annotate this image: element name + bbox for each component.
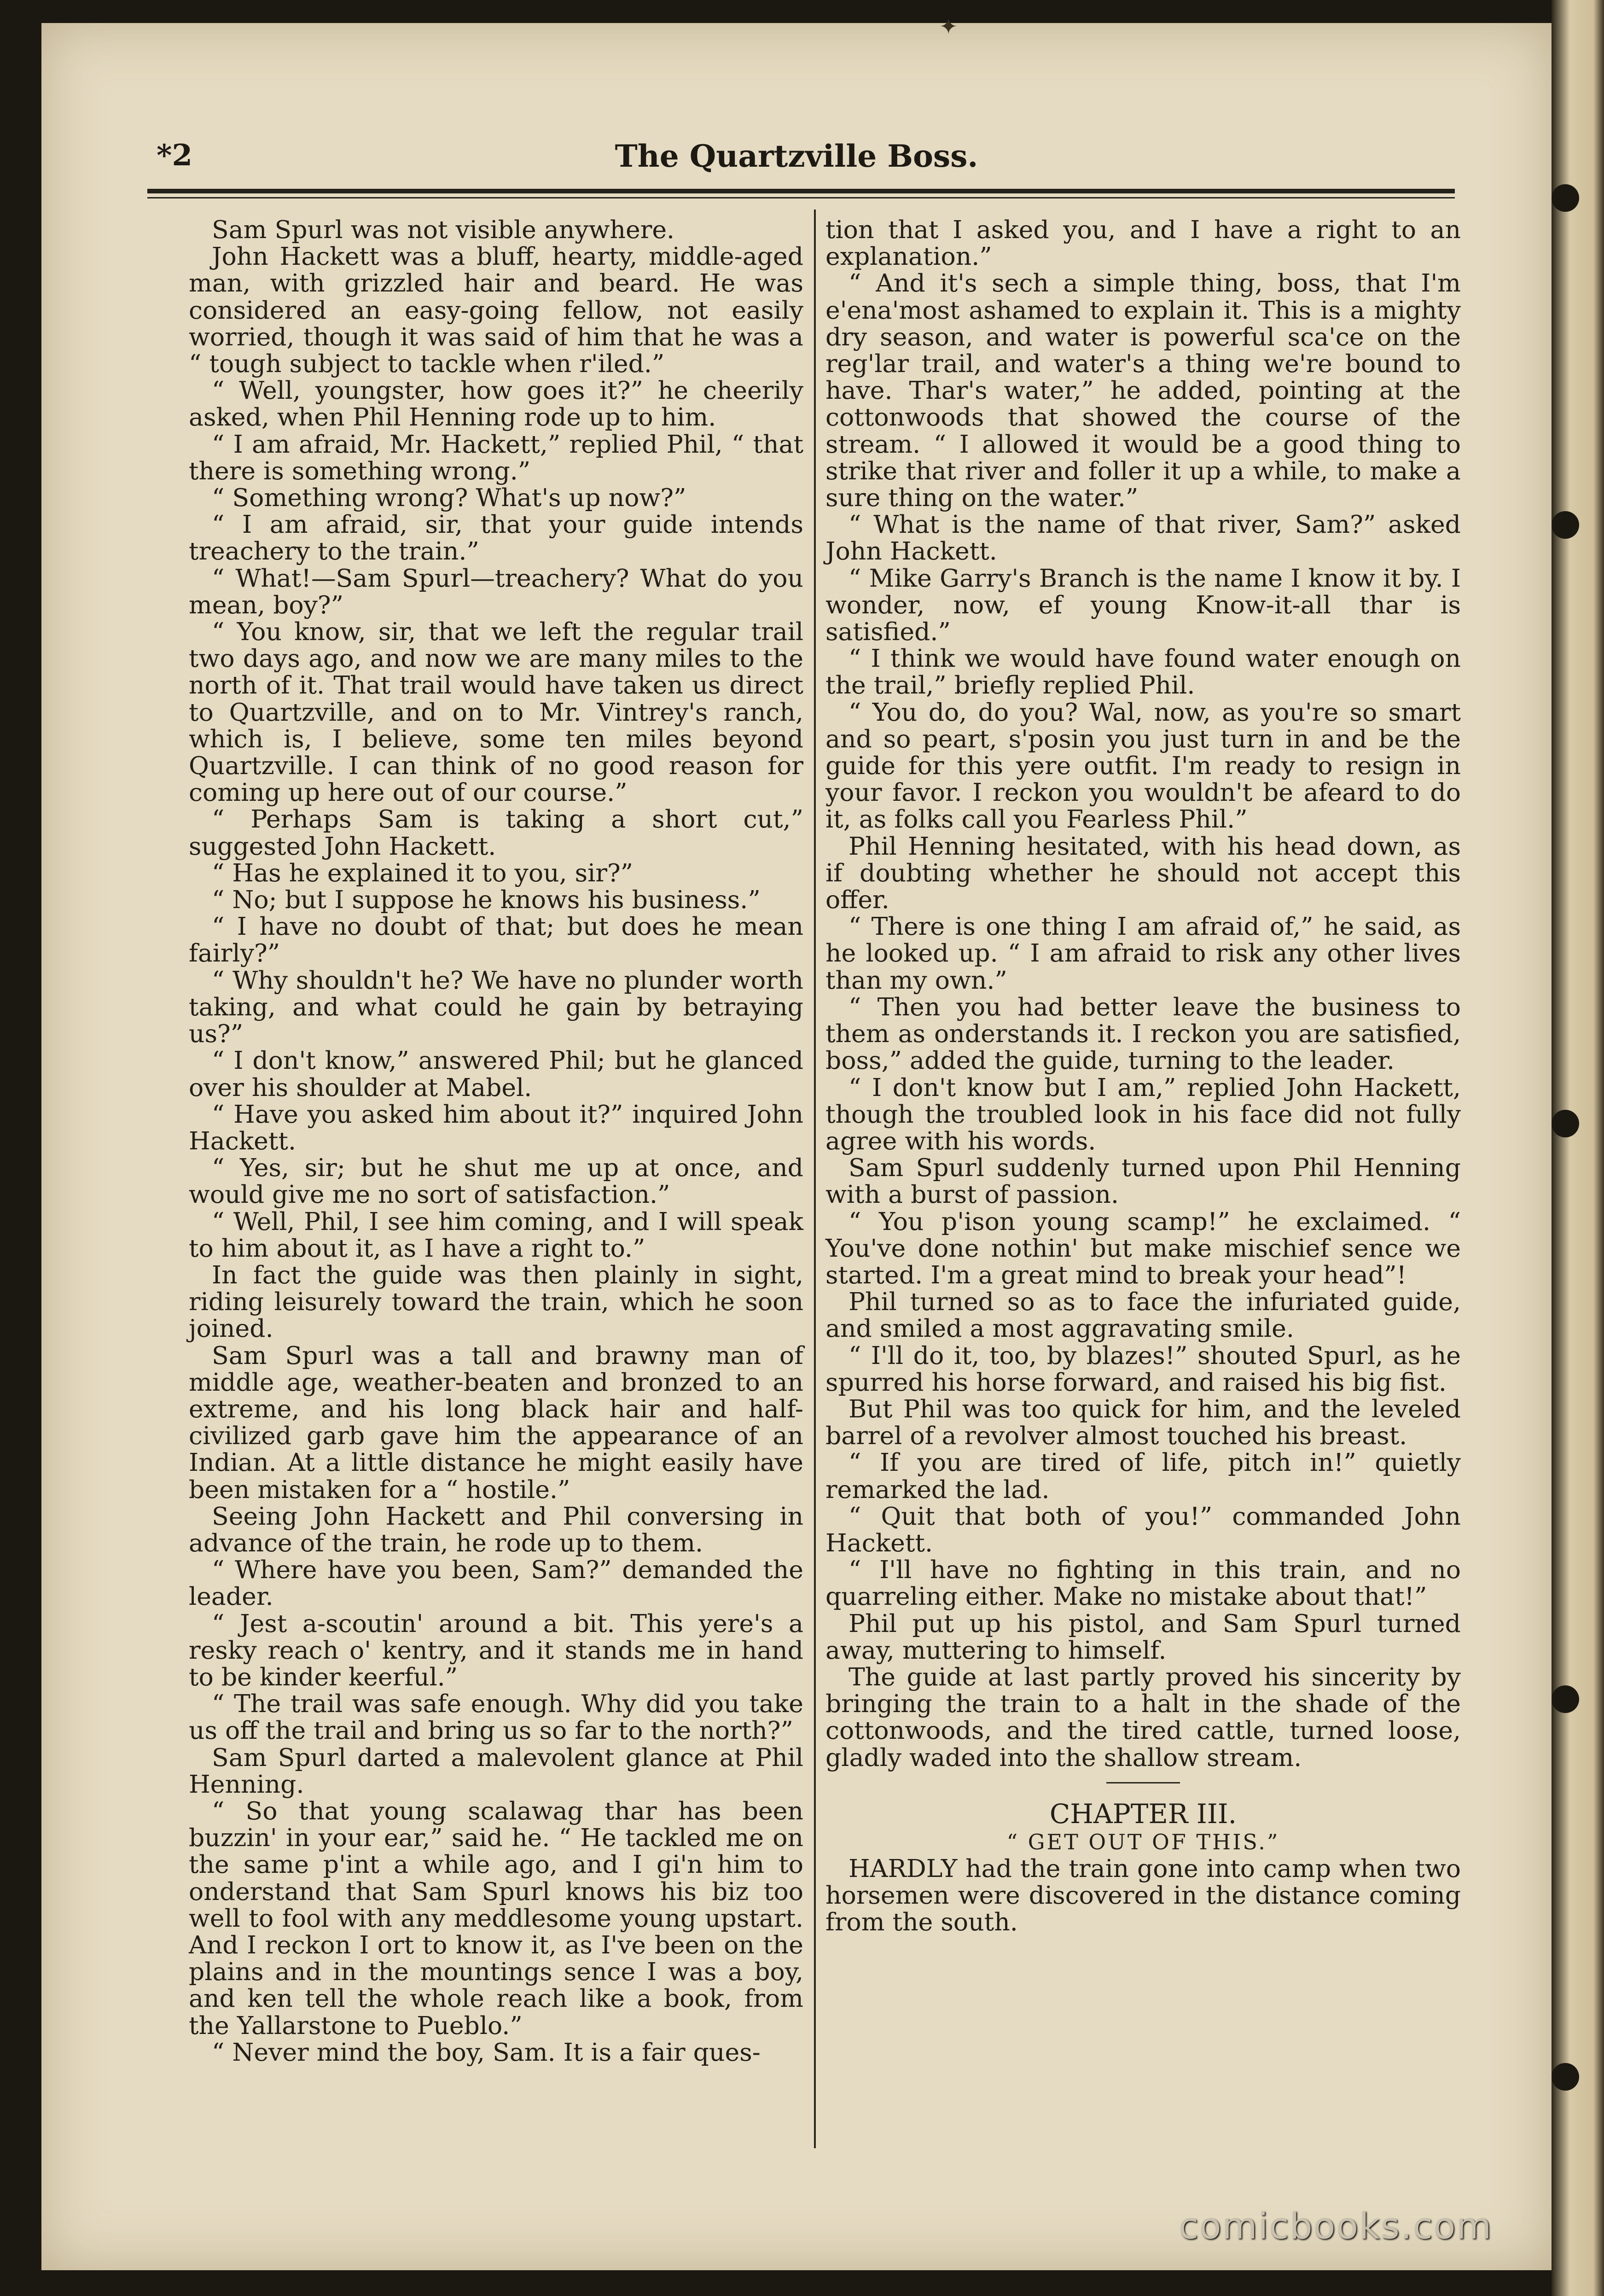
paragraph: “ You do, do you? Wal, now, as you're so smart and so peart, s'posin you just turn in and be the guide for this yere outfit. I'm ready to resign in your favor. I reckon you wouldn't be afeard to do it, as folks call you Fearless Phil.” <box>825 697 1461 834</box>
paragraph: Sam Spurl was a tall and brawny man of middle age, weather-beaten and bronzed to an extreme, and his long black hair and half-civilized garb gave him the appearance of an Indian. At a little distance he might easily have been mistaken for a “ hostile.” <box>189 1340 803 1504</box>
paragraph: “ I don't know but I am,” replied John Hackett, though the troubled look in his face did not fully agree with his words. <box>825 1072 1461 1155</box>
paragraph: “ Why shouldn't he? We have no plunder worth taking, and what could he gain by betraying us?” <box>189 965 803 1049</box>
paragraph: Phil Henning hesitated, with his head down, as if doubting whether he should not accept this offer. <box>825 831 1461 915</box>
paragraph: “ Well, Phil, I see him coming, and I will speak to him about it, as I have a right to.” <box>189 1206 803 1263</box>
paragraph: Sam Spurl was not visible anywhere. <box>212 215 675 244</box>
paragraph: “ Mike Garry's Branch is the name I know it by. I wonder, now, ef young Know-it-all thar is satisfied.” <box>825 563 1461 647</box>
watermark: comicbooks.com <box>1179 2206 1493 2247</box>
paragraph: “ You p'ison young scamp!” he exclaimed. “ You've done nothin' but make mischief sence we started. I'm a great mind to break your head”! <box>825 1206 1461 1289</box>
running-title: The Quartzville Boss. <box>615 138 978 174</box>
chapter-heading: CHAPTER III. <box>1049 1798 1237 1830</box>
paragraph: “ Have you asked him about it?” inquired John Hackett. <box>189 1099 803 1155</box>
paragraph: “ I am afraid, sir, that your guide intends treachery to the train.” <box>189 510 803 566</box>
header-rule <box>147 189 1455 193</box>
paragraph: “ I am afraid, Mr. Hackett,” replied Phil, “ that there is something wrong.” <box>189 429 803 485</box>
paragraph: “ What is the name of that river, Sam?” asked John Hackett. <box>825 510 1461 566</box>
paragraph: “ There is one thing I am afraid of,” he said, as he looked up. “ I am afraid to risk any other lives than my own.” <box>825 912 1461 995</box>
paragraph: “ Where have you been, Sam?” demanded the leader. <box>189 1555 803 1611</box>
paragraph: “ I think we would have found water enough on the trail,” briefly replied Phil. <box>825 644 1461 700</box>
paragraph: “ I'll do it, too, by blazes!” shouted Spurl, as he spurred his horse forward, and raised his big fist. <box>825 1340 1461 1397</box>
paragraph: “ Yes, sir; but he shut me up at once, and would give me no sort of satisfaction.” <box>189 1153 803 1209</box>
paragraph: “ Then you had better leave the business to them as onderstands it. I reckon you are satisfied, boss,” added the guide, turning to the leader. <box>825 992 1461 1075</box>
binding-hole <box>1552 2063 1579 2091</box>
paragraph: Seeing John Hackett and Phil conversing in advance of the train, he rode up to them. <box>189 1501 803 1557</box>
binding-hole <box>1552 1110 1579 1137</box>
paragraph: “ No; but I suppose he knows his business.” <box>212 885 761 915</box>
paragraph: “ Perhaps Sam is taking a short cut,” suggested John Hackett. <box>189 804 803 861</box>
chapter-separator <box>1106 1782 1180 1783</box>
paragraph: “ Never mind the boy, Sam. It is a fair ques- <box>212 2037 761 2067</box>
paragraph: Phil turned so as to face the infuriated guide, and smiled a most aggravating smile. <box>825 1287 1461 1343</box>
paragraph: Sam Spurl suddenly turned upon Phil Henning with a burst of passion. <box>825 1153 1461 1209</box>
paragraph: “ I'll have no fighting in this train, and no quarreling either. Make no mistake about that!” <box>825 1555 1461 1611</box>
binding-hole <box>1552 1685 1579 1713</box>
paragraph: The guide at last partly proved his sincerity by bringing the train to a halt in the shade of the cottonwoods, and the tired cattle, turned loose, gladly waded into the shallow stream. <box>825 1662 1461 1772</box>
paragraph: “ Jest a-scoutin' around a bit. This yere's a resky reach o' kentry, and it stands me in hand to be kinder keerful.” <box>189 1608 803 1691</box>
paragraph: tion that I asked you, and I have a right to an explanation.” <box>825 215 1461 271</box>
right-column <box>825 216 1461 1935</box>
binding-hole <box>1552 511 1579 539</box>
tear-mark-icon: ✦ <box>939 14 958 40</box>
paragraph: “ You know, sir, that we left the regular trail two days ago, and now we are many miles to the north of it. That trail would have taken us direct to Quartzville, and on to Mr. Vintrey's ranch, which is, I believe, some ten miles beyond Quartzville. I can think of no good reason for coming up here out of our course.” <box>189 617 803 807</box>
column-divider <box>814 210 816 2148</box>
left-column <box>189 216 803 2066</box>
paragraph: “ I have no doubt of that; but does he mean fairly?” <box>189 912 803 968</box>
paragraph: “ Well, youngster, how goes it?” he cheerily asked, when Phil Henning rode up to him. <box>189 376 803 432</box>
paragraph: “ Has he explained it to you, sir?” <box>212 858 633 887</box>
paragraph: Phil put up his pistol, and Sam Spurl turned away, muttering to himself. <box>825 1608 1461 1665</box>
paragraph: In fact the guide was then plainly in sight, riding leisurely toward the train, which he soon joined. <box>189 1260 803 1343</box>
header-rule-thin <box>147 197 1455 198</box>
paragraph: “ If you are tired of life, pitch in!” quietly remarked the lad. <box>825 1448 1461 1504</box>
paragraph: “ So that young scalawag thar has been buzzin' in your ear,” said he. “ He tackled me on the same p'int a while ago, and I gi'n him to onderstand that Sam Spurl knows his biz too well to fool with any meddlesome young upstart. And I reckon I ort to know it, as I've been on the plains and in the mountings sence I was a boy, and ken tell the whole reach like a book, from the Yallarstone to Pueblo.” <box>189 1796 803 2040</box>
paragraph: “ The trail was safe enough. Why did you take us off the trail and bring us so far to the north?” <box>189 1689 803 1745</box>
paragraph: “ I don't know,” answered Phil; but he glanced over his shoulder at Mabel. <box>189 1046 803 1102</box>
page-number: *2 <box>157 138 192 173</box>
binding-spine <box>1552 0 1604 2296</box>
chapter-title: “ GET OUT OF THIS.” <box>1006 1829 1280 1854</box>
paragraph: John Hackett was a bluff, hearty, middle-aged man, with grizzled hair and beard. He was considered an easy-going fellow, not easily worried, though it was said of him that he was a “ tough subject to tackle when r'iled.” <box>189 242 803 379</box>
paragraph: “ What!—Sam Spurl—treachery? What do you mean, boy?” <box>189 563 803 619</box>
chapter-opening-paragraph: HARDLY had the train gone into camp when two horsemen were discovered in the distance coming from the south. <box>825 1853 1461 1937</box>
paragraph: “ Something wrong? What's up now?” <box>212 483 686 513</box>
page-header <box>138 138 1455 184</box>
paragraph: Sam Spurl darted a malevolent glance at Phil Henning. <box>189 1742 803 1799</box>
binding-hole <box>1552 184 1579 212</box>
paragraph: But Phil was too quick for him, and the leveled barrel of a revolver almost touched his breast. <box>825 1394 1461 1451</box>
paragraph: “ Quit that both of you!” commanded John Hackett. <box>825 1501 1461 1557</box>
paragraph: “ And it's sech a simple thing, boss, that I'm e'ena'most ashamed to explain it. This is a mighty dry season, and water is powerful sca'ce on the reg'lar trail, and water's a thing we're bound to have. Thar's water,” he added, pointing at the cottonwoods that showed the course of the stream. “ I allowed it would be a good thing to strike that river and foller it up a while, to make a sure thing on the water.” <box>825 268 1461 513</box>
